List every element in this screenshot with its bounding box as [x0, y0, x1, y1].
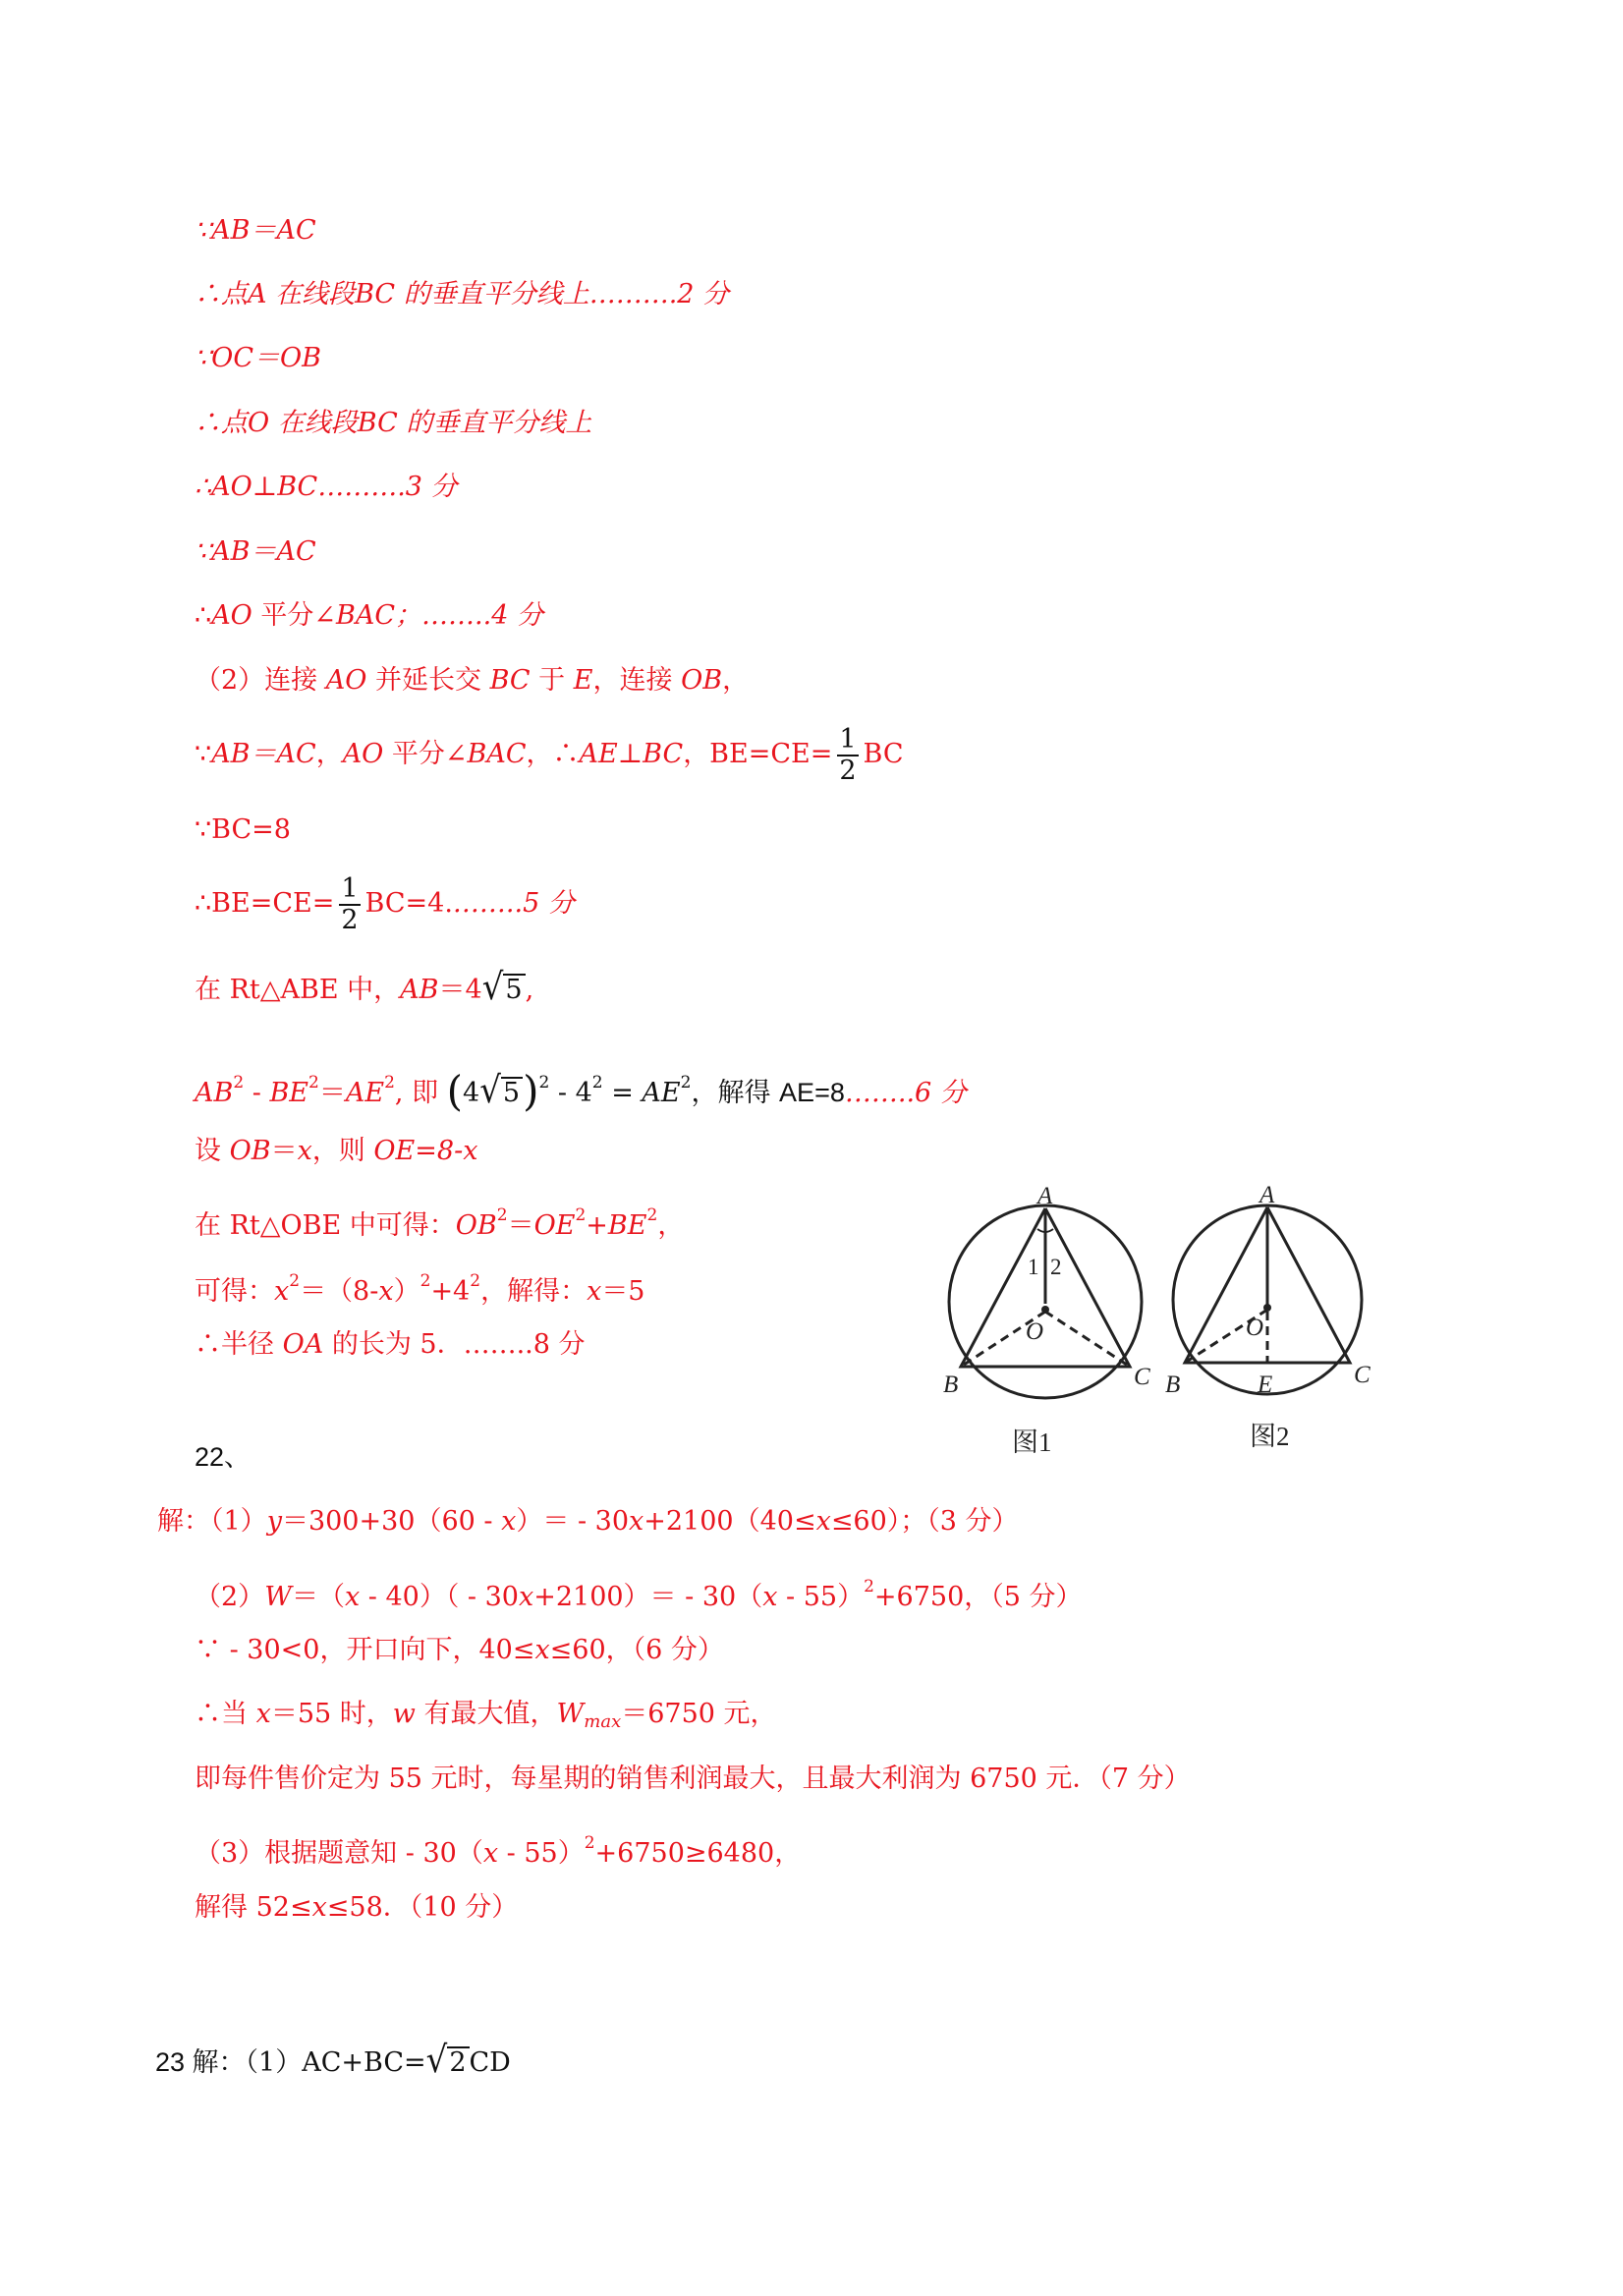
fig1-label-c: C [1134, 1364, 1150, 1390]
line-a-on-bisector: ∴点A 在线段BC 的垂直平分线上……….2 分 [195, 279, 730, 309]
fig1-label-angle2: 2 [1050, 1255, 1062, 1279]
fig2-label-o: O [1246, 1315, 1264, 1341]
fig1-label-angle1: 1 [1028, 1255, 1039, 1279]
fig1-center-dot [1041, 1306, 1049, 1314]
fig2-label-e: E [1258, 1372, 1273, 1398]
fig2-label-b: B [1165, 1372, 1181, 1398]
sqrt-5-b: √5 [479, 1074, 523, 1110]
p22-line-3: ∵ - 30<0，开口向下，40≤x≤60，（6 分） [195, 1635, 724, 1665]
p22-line-4: ∴当 x＝55 时，w 有最大值，$W_{max}=6750$ 元， [195, 1699, 777, 1732]
fig1-label-o: O [1026, 1318, 1044, 1345]
line-ae-perp-bc-half: ∵AB＝AC，AO 平分∠BAC，∴AE⊥BC，BE=CE= $\frac{1}{2}$ BC [195, 723, 904, 786]
line-ao-perp-bc: ∴AO⊥BC……….3 分 [195, 472, 458, 502]
fig2-label-a: A [1259, 1184, 1275, 1208]
p22-line-6: （3）根据题意知 - 30（x - 55）$^2$+6750≥6480， [195, 1833, 802, 1869]
p22-line-2: （2）W＝（x - 40）（ - 30x+2100）＝ - 30（x - 55）$^2$+6750，（5 分） [195, 1577, 1083, 1612]
figure-2 [1173, 1205, 1362, 1394]
p22-line-1: 解：（1）y＝300+30（60 - x）＝ - 30x+2100（40≤x≤60）；（3 分） [157, 1506, 1019, 1537]
figure-1 [949, 1205, 1142, 1398]
sqrt-2: √2 [426, 2044, 470, 2080]
fraction-half-1: $\frac{1}{2}$ [839, 723, 857, 786]
line-o-on-bisector: ∴点O 在线段BC 的垂直平分线上 [195, 408, 592, 438]
line-ab-eq-ac-1: ∵AB＝AC [195, 215, 316, 246]
fig2-center-dot [1263, 1304, 1271, 1312]
line-rt-obe: 在 Rt△OBE 中可得：$OB^2=OE^2+BE^2$， [195, 1205, 685, 1241]
fig2-caption: 图2 [1250, 1422, 1290, 1451]
equation-inline: $(4√5)^2 - 4^2 = AE^2$，解得 AE=8 [446, 1067, 845, 1115]
line-pythagoras-ae: $AB^2 - BE^2=AE^2$, 即 $(4√5)^2 - 4^2 = AE^2$，解得 AE=8……..6 分 [195, 1067, 967, 1115]
line-solve-x: 可得：$x^2=(8-x)^2+4^2$，解得：x＝5 [195, 1271, 645, 1307]
fraction-half-2: $\frac{1}{2}$ [341, 872, 359, 935]
sqrt-5-a: √5 [482, 971, 526, 1007]
fig1-label-a: A [1037, 1184, 1053, 1209]
line-ao-bisects-bac: ∴AO 平分∠BAC；……..4 分 [195, 600, 543, 631]
line-let-ob-x: 设 OB＝x，则 OE=8-x [195, 1136, 478, 1166]
p22-line-5: 即每件售价定为 55 元时，每星期的销售利润最大，且最大利润为 6750 元．（7 分） [195, 1764, 1191, 1794]
line-part2-connect: （2）连接 AO 并延长交 BC 于 E，连接 OB， [195, 665, 750, 696]
fig1-oc-dashed [1045, 1312, 1130, 1367]
fig1-caption: 图1 [1012, 1428, 1052, 1457]
line-be-eq-4: ∴BE=CE= $\frac{1}{2}$ BC=4.……..5 分 [195, 872, 575, 935]
line-rt-abe: 在 Rt△ABE 中，AB＝4√5 , [195, 966, 534, 1009]
fig1-label-b: B [943, 1372, 959, 1398]
p22-line-7: 解得 52≤x≤58．（10 分） [195, 1892, 519, 1923]
problem-22-label: 22、 [195, 1442, 252, 1472]
line-radius-oa: ∴半径 OA 的长为 5．……..8 分 [195, 1329, 586, 1360]
line-ab-eq-ac-2: ∵AB＝AC [195, 536, 316, 567]
fig2-label-c: C [1354, 1362, 1371, 1388]
problem-23-line-1: 23 解：（1）AC+BC=√2 CD [155, 2039, 511, 2082]
geometry-figures [943, 1184, 1385, 1464]
line-bc-eq-8: ∵BC=8 [195, 814, 291, 845]
line-oc-eq-ob: ∵OC＝OB [195, 343, 321, 373]
